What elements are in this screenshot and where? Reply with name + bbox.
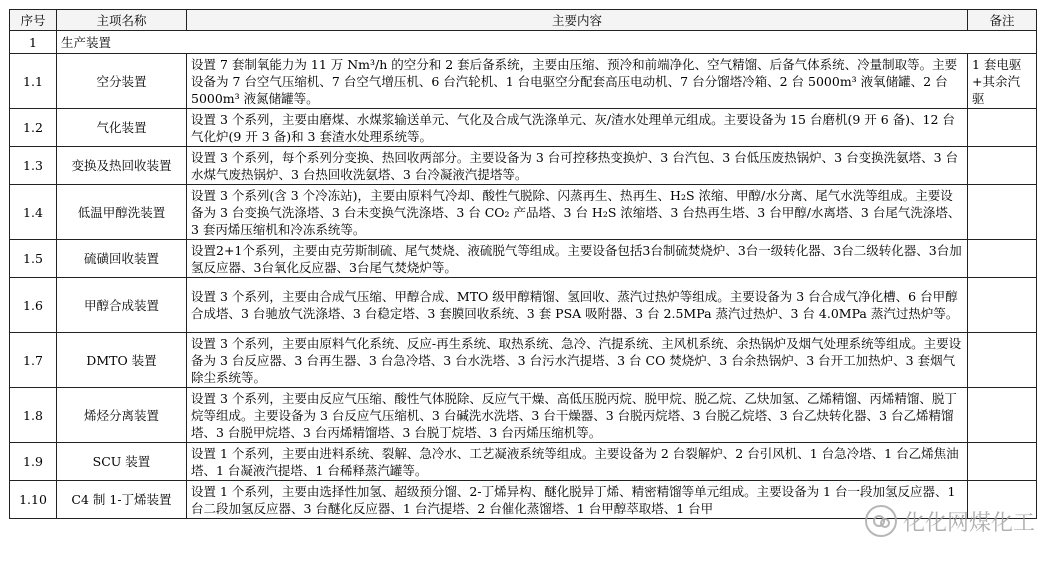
header-num: 序号 [10, 10, 57, 31]
row-content: 设置 3 个系列，每个系列分变换、热回收两部分。主要设备为 3 台可控移热变换炉、3 台汽包、3 台低压废热锅炉、3 台变换洗氨塔、3 台水煤气废热锅炉、3 台热回收洗氨塔、3 台冷凝液汽提塔等。 [187, 147, 968, 185]
row-num: 1.8 [10, 388, 57, 443]
row-note [968, 240, 1037, 278]
row-content: 设置 3 个系列，主要由原料气化系统、反应-再生系统、取热系统、急冷、汽提系统、主风机系统、余热锅炉及烟气处理系统等组成。主要设备为 3 台反应器、3 台再生器、3 台急冷塔、3 台水洗塔、3 台污水汽提塔、3 台 CO 焚烧炉、3 台余热锅炉、3 台开工加热炉、3 套烟气除尘系统等。 [187, 333, 968, 388]
row-name: DMTO 装置 [57, 333, 187, 388]
section-num: 1 [10, 31, 57, 54]
section-row [10, 31, 1037, 54]
row-num: 1.5 [10, 240, 57, 278]
section-title: 生产装置 [57, 31, 1037, 54]
table-row [10, 278, 1037, 333]
row-num: 1.3 [10, 147, 57, 185]
table-row [10, 333, 1037, 388]
watermark-text: 化化网煤化工 [902, 510, 1035, 536]
row-content: 设置 3 个系列，主要由合成气压缩、甲醇合成、MTO 级甲醇精馏、氢回收、蒸汽过热炉等组成。主要设备为 3 台合成气净化槽、6 台甲醇合成塔、3 台驰放气洗涤塔、3 台稳定塔、3 套膜回收系统、3 套 PSA 吸附器、3 台 2.5MPa 蒸汽过热炉、3 台 4.0MPa 蒸汽过热炉等。 [187, 278, 968, 333]
header-content: 主要内容 [187, 10, 968, 31]
header-name: 主项名称 [57, 10, 187, 31]
table-row [10, 147, 1037, 185]
row-note [968, 443, 1037, 481]
row-num: 1.4 [10, 185, 57, 240]
row-name: 变换及热回收装置 [57, 147, 187, 185]
row-name: C4 制 1-丁烯装置 [57, 481, 187, 519]
header-row [10, 10, 1037, 31]
row-content: 设置 1 个系列，主要由进料系统、裂解、急冷水、工艺凝液系统等组成。主要设备为 2 台裂解炉、2 台引风机、1 台急冷塔、1 台乙烯焦油塔、1 台凝液汽提塔、1 台稀释蒸汽罐等。 [187, 443, 968, 481]
row-name: 气化装置 [57, 109, 187, 147]
row-num: 1.7 [10, 333, 57, 388]
row-note [968, 147, 1037, 185]
table-row [10, 109, 1037, 147]
row-name: SCU 装置 [57, 443, 187, 481]
table-row [10, 443, 1037, 481]
table-row [10, 54, 1037, 109]
row-note [968, 333, 1037, 388]
table-row [10, 388, 1037, 443]
row-note [968, 388, 1037, 443]
row-num: 1.6 [10, 278, 57, 333]
row-name: 低温甲醇洗装置 [57, 185, 187, 240]
row-name: 硫磺回收装置 [57, 240, 187, 278]
header-note: 备注 [968, 10, 1037, 31]
row-note [968, 185, 1037, 240]
row-content: 设置 1 个系列，主要由选择性加氢、超级预分馏、2-丁烯异构、醚化脱异丁烯、精密精馏等单元组成。主要设备为 1 台一段加氢反应器、1 台二段加氢反应器、3 台醚化反应器、1 台汽提塔、2 台催化蒸馏塔、1 台甲醇萃取塔、1 台甲 [187, 481, 968, 519]
row-note: 1 套电驱+其余汽驱 [968, 54, 1037, 109]
row-num: 1.10 [10, 481, 57, 519]
table-row [10, 185, 1037, 240]
project-table [9, 9, 1037, 519]
row-num: 1.9 [10, 443, 57, 481]
row-name: 空分装置 [57, 54, 187, 109]
table-row [10, 481, 1037, 519]
row-name: 甲醇合成装置 [57, 278, 187, 333]
row-num: 1.1 [10, 54, 57, 109]
row-content: 设置 3 个系列，主要由磨煤、水煤浆输送单元、气化及合成气洗涤单元、灰/渣水处理单元组成。主要设备为 15 台磨机(9 开 6 备)、12 台气化炉(9 开 3 备)和 3 套渣水处理系统等。 [187, 109, 968, 147]
row-content: 设置2+1个系列，主要由克劳斯制硫、尾气焚烧、液硫脱气等组成。主要设备包括3台制硫焚烧炉、3台一级转化器、3台二级转化器、3台加氢反应器、3台氧化反应器、3台尾气焚烧炉等。 [187, 240, 968, 278]
row-num: 1.2 [10, 109, 57, 147]
table-row [10, 240, 1037, 278]
row-content: 设置 7 套制氧能力为 11 万 Nm³/h 的空分和 2 套后备系统，主要由压缩、预冷和前端净化、空气精馏、后备气体系统、冷量制取等。主要设备为 7 台空气压缩机、7 台空气增压机、6 台汽轮机、1 台电驱空分配套高压电动机、7 台分馏塔冷箱、2 台 5000m³ 液氧储罐、2 台 5000m³ 液氮储罐等。 [187, 54, 968, 109]
row-note [968, 481, 1037, 519]
row-note [968, 278, 1037, 333]
row-content: 设置 3 个系列，主要由反应气压缩、酸性气体脱除、反应气干燥、高低压脱丙烷、脱甲烷、脱乙烷、乙炔加氢、乙烯精馏、丙烯精馏、脱丁烷等组成。主要设备为 3 台反应气压缩机、3 台碱洗水洗塔、3 台干燥器、3 台脱丙烷塔、3 台脱乙烷塔、3 台乙炔转化器、3 台乙烯精馏塔、3 台脱甲烷塔、3 台丙烯精馏塔、3 台脱丁烷塔、3 台丙烯压缩机等。 [187, 388, 968, 443]
row-name: 烯烃分离装置 [57, 388, 187, 443]
row-content: 设置 3 个系列(含 3 个冷冻站)，主要由原料气冷却、酸性气脱除、闪蒸再生、热再生、H₂S 浓缩、甲醇/水分离、尾气水洗等组成。主要设备为 3 台变换气洗涤塔、3 台未变换气洗涤塔、3 台 CO₂ 产品塔、3 台 H₂S 浓缩塔、3 台热再生塔、3 台甲醇/水离塔、3 台尾气洗涤塔、3 套丙烯压缩机和冷冻系统等。 [187, 185, 968, 240]
row-note [968, 109, 1037, 147]
